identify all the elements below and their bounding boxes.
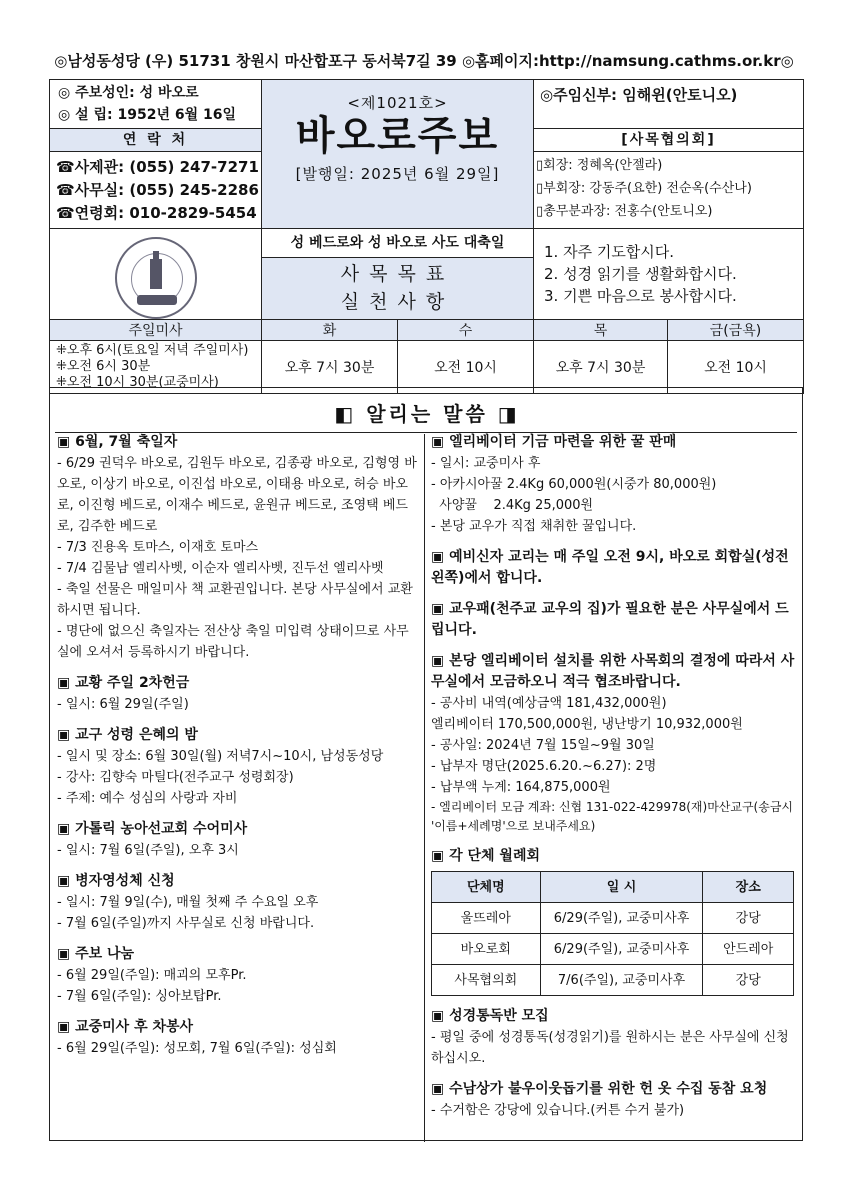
mass-times-row — [50, 341, 804, 394]
pastor-cell — [534, 80, 804, 129]
notice-line: - 평일 중에 성경통독(성경읽기)를 원하시는 분은 사무실에 신청하십시오. — [431, 1030, 789, 1066]
fri-mass-time: 오전 10시 — [668, 341, 804, 394]
notice-heading: ◧ 알리는 말씀 ◨ — [334, 402, 520, 426]
notice-line: - 아카시아꿀 2.4Kg 60,000원(시중가 80,000원) — [431, 477, 717, 492]
notice-line: - 축일 선물은 매일미사 책 교환권입니다. 본당 사무실에서 교환하시면 됩니다. — [57, 582, 413, 618]
notice-line: - 본당 교우가 직접 채취한 꿀입니다. — [431, 519, 637, 534]
notice-line: - 주제: 예수 성심의 사랑과 자비 — [57, 791, 238, 806]
notice-line: - 7월 6일(주일): 싱아보탑Pr. — [57, 989, 222, 1004]
mass-header: 목 — [534, 320, 668, 341]
notice-title: ▣ 교우패(천주교 교우의 집)가 필요한 분은 사무실에서 드립니다. — [431, 601, 789, 638]
notice-box — [49, 387, 803, 1141]
sunday-mass-time: ⁜오전 6시 30분 — [56, 359, 151, 374]
feast-cell — [262, 229, 534, 258]
table-row — [432, 903, 794, 934]
notice-line: - 명단에 없으신 축일자는 전산상 축일 미입력 상태이므로 사무실에 오셔서 등록하시기 바랍니다. — [57, 624, 409, 660]
notice-title: ▣ 예비신자 교리는 매 주일 오전 9시, 바오로 회합실(성전 왼쪽)에서 합니다. — [431, 549, 789, 586]
contact-title-cell — [50, 129, 262, 152]
column-divider — [424, 434, 425, 1142]
contact-title: 연 락 처 — [122, 132, 189, 148]
council-member: ▯부회장: 강동주(요한) 전순옥(수산나) — [536, 181, 752, 196]
notice-line: - 일시 및 장소: 6월 30일(월) 저녁7시~10시, 남성동성당 — [57, 749, 384, 764]
council-title: [사목협의회] — [534, 129, 803, 152]
table-cell: 6/29(주일), 교중미사후 — [540, 934, 703, 965]
mass-header: 금(금욕) — [668, 320, 804, 341]
notice-line: - 납부자 명단(2025.6.20.~6.27): 2명 — [431, 759, 657, 774]
notice-title: ▣ 가톨릭 농아선교회 수어미사 — [57, 821, 248, 837]
goal-item: 1. 자주 기도합시다. — [544, 243, 675, 261]
notice-title: ▣ 교구 성령 은혜의 밤 — [57, 727, 198, 743]
notice-line: - 6/29 권덕우 바오로, 김원두 바오로, 김종광 바오로, 김형영 바오로, 이상기 바오로, 이진섭 바오로, 이태용 바오로, 허승 바오로, 이진형 베드로, 이재수 베드로, 윤원규 베드로, 조영택 베드로, 김주한 베드로 — [57, 456, 417, 534]
notice-title: ▣ 주보 나눔 — [57, 946, 135, 962]
feast-title: 성 베드로와 성 바오로 사도 대축일 — [290, 234, 505, 251]
patron-saint: ◎ 주보성인: 성 바오로 — [58, 85, 199, 101]
practice-title: 실천사항 — [340, 291, 455, 314]
tue-mass-time: 오후 7시 30분 — [262, 341, 398, 394]
table-cell: 사목협의회 — [432, 965, 541, 996]
notice-title: ▣ 6월, 7월 축일자 — [57, 434, 178, 450]
mass-header: 주일미사 — [50, 320, 262, 341]
mass-header: 수 — [398, 320, 534, 341]
notice-title: ▣ 교황 주일 2차헌금 — [57, 675, 190, 691]
notice-title: ▣ 각 단체 월례회 — [431, 848, 540, 864]
bulletin-title: 바오로주보 — [295, 113, 500, 159]
publish-date: [발행일: 2025년 6월 29일] — [295, 165, 500, 183]
table-header: 단체명 — [432, 872, 541, 903]
mass-header-row — [50, 320, 804, 341]
goals-cell — [534, 229, 804, 320]
notice-right-column — [431, 432, 795, 1121]
notice-line: - 수거함은 강당에 있습니다.(커튼 수거 불가) — [431, 1103, 685, 1118]
youth-phone: ☎연령회: 010-2829-5454 — [56, 204, 257, 222]
patron-cell — [50, 80, 262, 129]
table-cell: 7/6(주일), 교중미사후 — [540, 965, 703, 996]
notice-line: - 7/3 진용옥 토마스, 이재호 토마스 — [57, 540, 259, 555]
notice-line: - 7월 6일(주일)까지 사무실로 신청 바랍니다. — [57, 916, 315, 931]
notice-line: - 6월 29일(주일): 성모회, 7월 6일(주일): 성심회 — [57, 1041, 337, 1056]
seal-cell — [50, 229, 262, 320]
phone-cell — [50, 152, 262, 229]
notice-line: - 일시: 교중미사 후 — [431, 456, 541, 471]
bulletin-header — [49, 79, 804, 394]
notice-line: - 일시: 6월 29일(주일) — [57, 697, 189, 712]
issue-number: <제1021호> — [347, 94, 448, 112]
sunday-mass-time: ⁜오전 10시 30분(교중미사) — [56, 375, 219, 390]
founded-date: ◎ 설 립: 1952년 6월 16일 — [58, 107, 236, 123]
table-cell: 바오로회 — [432, 934, 541, 965]
parish-seal-icon — [115, 237, 197, 319]
wed-mass-time: 오전 10시 — [398, 341, 534, 394]
table-row — [432, 934, 794, 965]
table-cell: 6/29(주일), 교중미사후 — [540, 903, 703, 934]
notice-title: ▣ 성경통독반 모집 — [431, 1008, 549, 1024]
table-row — [432, 965, 794, 996]
notice-left-column — [57, 432, 417, 1059]
goal-title: 사목목표 — [340, 263, 455, 286]
office-phone: ☎사무실: (055) 245-2286 — [56, 181, 259, 199]
parish-address-line: ◎남성동성당 (우) 51731 창원시 마산합포구 동서북7길 39 ◎홈페이지:http://namsung.cathms.or.kr◎ — [54, 52, 794, 70]
notice-line: - 일시: 7월 6일(주일), 오후 3시 — [57, 843, 239, 858]
notice-title: ▣ 수남상가 불우이웃돕기를 위한 헌 옷 수집 동참 요청 — [431, 1081, 768, 1097]
notice-title: ▣ 엘리베이터 기금 마련을 위한 꿀 판매 — [431, 434, 677, 450]
notice-line: - 6월 29일(주일): 매괴의 모후Pr. — [57, 968, 247, 983]
notice-title: ▣ 교중미사 후 차봉사 — [57, 1019, 194, 1035]
notice-line: 사양꿀 2.4Kg 25,000원 — [431, 498, 594, 513]
notice-line: - 납부액 누계: 164,875,000원 — [431, 780, 611, 795]
masthead — [262, 80, 534, 229]
council-cell — [534, 129, 804, 229]
goal-item: 3. 기쁜 마음으로 봉사합시다. — [544, 287, 737, 305]
table-cell: 강당 — [703, 965, 794, 996]
council-member: ▯회장: 정혜옥(안젤라) — [536, 158, 663, 173]
notice-line: - 강사: 김향숙 마틸다(전주교구 성령회장) — [57, 770, 294, 785]
notice-line: - 일시: 7월 9일(수), 매월 첫째 주 수요일 오후 — [57, 895, 319, 910]
thu-mass-time: 오후 7시 30분 — [534, 341, 668, 394]
table-header-row — [432, 872, 794, 903]
table-header: 일 시 — [540, 872, 703, 903]
notice-title: ▣ 병자영성체 신청 — [57, 873, 175, 889]
council-member: ▯총무분과장: 전홍수(안토니오) — [536, 204, 713, 219]
notice-line: - 엘리베이터 모금 계좌: 신협 131-022-429978(재)마산교구(송금시 '이름+세례명'으로 보내주세요) — [431, 800, 794, 833]
notice-title: ▣ 본당 엘리베이터 설치를 위한 사목회의 결정에 따라서 사무실에서 모금하오니 적극 협조바랍니다. — [431, 653, 795, 690]
table-cell: 강당 — [703, 903, 794, 934]
rectory-phone: ☎사제관: (055) 247-7271 — [56, 158, 259, 176]
sunday-mass-times — [50, 341, 262, 394]
notice-line: - 7/4 김물남 엘리사벳, 이순자 엘리사벳, 진두선 엘리사벳 — [57, 561, 384, 576]
meetings-table — [431, 871, 794, 996]
sunday-mass-time: ⁜오후 6시(토요일 저녁 주일미사) — [56, 343, 249, 358]
notice-line: - 공사일: 2024년 7월 15일~9월 30일 — [431, 738, 655, 753]
table-cell: 안드레아 — [703, 934, 794, 965]
goal-item: 2. 성경 읽기를 생활화합시다. — [544, 265, 737, 283]
pastor-name: ◎주임신부: 임해윈(안토니오) — [540, 86, 738, 104]
table-cell: 울뜨레아 — [432, 903, 541, 934]
notice-line: 엘리베이터 170,500,000원, 냉난방기 10,932,000원 — [431, 717, 743, 732]
table-header: 장소 — [703, 872, 794, 903]
goal-title-cell — [262, 257, 534, 319]
notice-line: - 공사비 내역(예상금액 181,432,000원) — [431, 696, 667, 711]
mass-header: 화 — [262, 320, 398, 341]
